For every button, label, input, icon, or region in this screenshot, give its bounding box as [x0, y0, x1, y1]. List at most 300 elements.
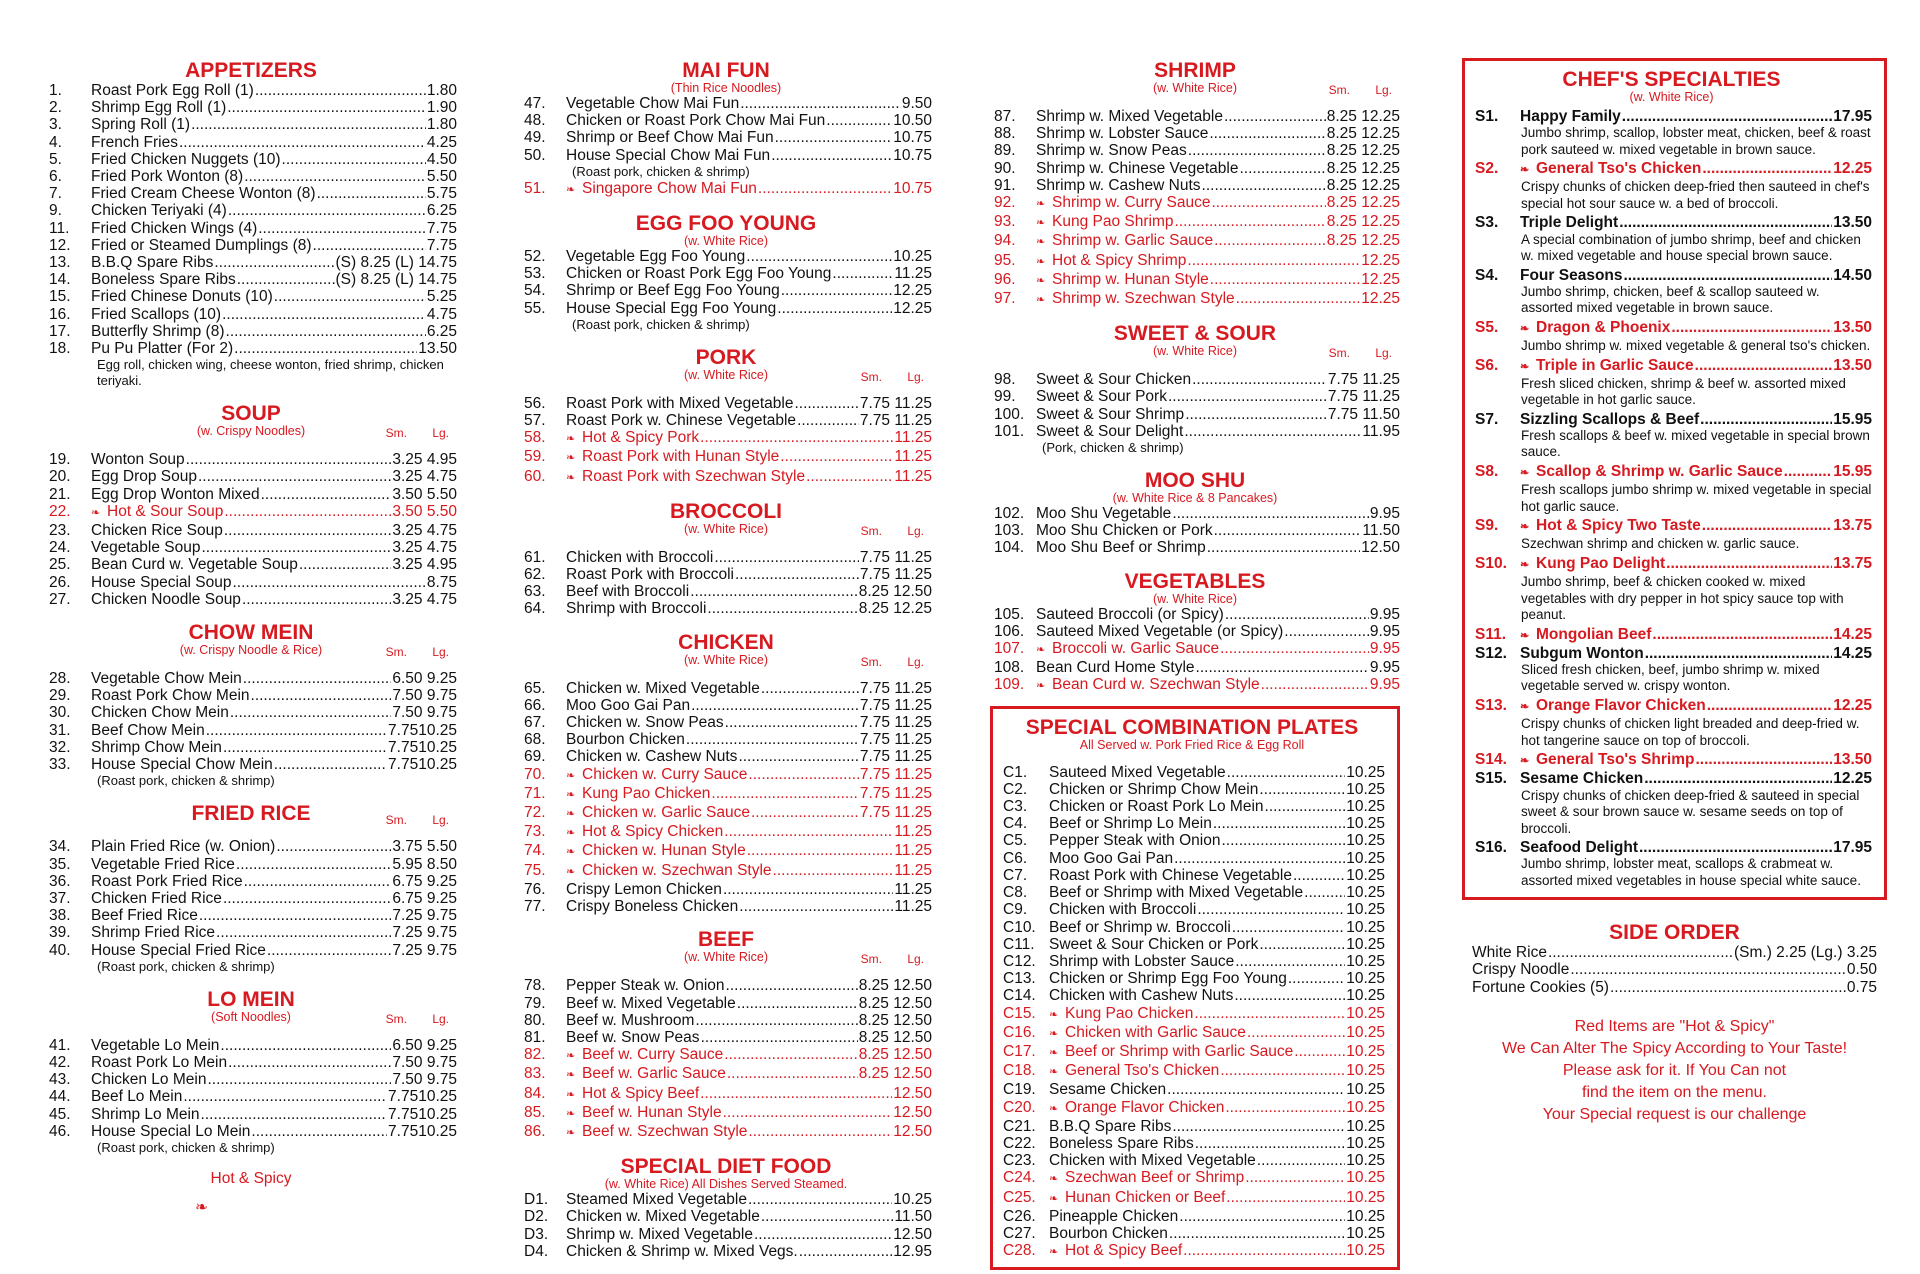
menu-item: [45, 82, 457, 99]
leader-dots: [690, 583, 858, 600]
menu-item: [990, 371, 1400, 388]
leader-dots: [236, 856, 391, 873]
item-price: 14.50: [1833, 266, 1872, 284]
item-number: 18.: [49, 340, 71, 358]
menu-item: [990, 232, 1400, 251]
item-price: 7.25 9.75: [392, 907, 457, 925]
item-number: C7.: [1003, 866, 1028, 884]
item-name: Shrimp Chow Mein: [91, 738, 222, 756]
menu-item: [45, 1071, 457, 1088]
leader-dots: [724, 823, 893, 840]
leader-dots: [1234, 987, 1345, 1004]
leader-dots: [723, 881, 893, 898]
section-note: (Roast pork, chicken & shrimp): [97, 958, 275, 974]
item-number: 29.: [49, 687, 71, 705]
menu-item: [520, 842, 932, 861]
item-name: [566, 804, 750, 823]
item-number: 46.: [49, 1122, 71, 1140]
item-number: 79.: [524, 994, 546, 1012]
item-price: 8.25 12.25: [1326, 213, 1400, 231]
section-subtitle: (Thin Rice Noodles): [670, 81, 782, 95]
menu-item: [45, 237, 457, 254]
section-subtitle: (w. White Rice): [1629, 90, 1714, 104]
item-number: C17.: [1003, 1042, 1036, 1060]
item-name: Moo Goo Gai Pan: [1049, 849, 1174, 867]
section-title: SPECIAL COMBINATION PLATES: [1025, 715, 1359, 739]
menu-item: [520, 1191, 932, 1208]
leader-dots: [761, 1208, 893, 1225]
menu-item: [520, 395, 932, 412]
item-price: 11.25: [894, 467, 932, 485]
hot-pepper-icon: ❧: [566, 452, 576, 465]
item-price: 7.25 9.75: [392, 924, 457, 942]
section-title: CHOW MEIN: [188, 621, 314, 645]
menu-item: [999, 1152, 1385, 1169]
item-number: 96.: [994, 270, 1016, 288]
item-name: Shrimp w. Mixed Vegetable: [1036, 108, 1223, 125]
hot-pepper-icon: ❧: [566, 183, 576, 196]
small-size-label: Sm.: [1328, 83, 1350, 97]
menu-item: [990, 194, 1400, 213]
menu-item: [520, 862, 932, 881]
item-price: 3.75 5.50: [392, 838, 457, 856]
leader-dots: [227, 99, 426, 116]
item-number: 108.: [994, 659, 1025, 677]
menu-item: [1471, 411, 1872, 428]
leader-dots: [737, 995, 858, 1012]
item-name-text: Triple in Garlic Sauce: [1536, 356, 1694, 374]
item-price: 11.25: [894, 880, 932, 898]
item-name: [1520, 626, 1651, 645]
item-price: 7.75: [426, 219, 457, 237]
item-price: 8.25 12.25: [858, 600, 932, 618]
menu-item: [520, 785, 932, 804]
item-price: 8.25 12.50: [858, 977, 932, 995]
item-name: [1049, 1189, 1225, 1208]
item-price: 10.25: [1346, 1062, 1385, 1080]
item-number: C13.: [1003, 970, 1036, 988]
item-name-text: Hot & Spicy Beef: [1065, 1242, 1183, 1260]
item-price: 1.90: [426, 99, 457, 117]
leader-dots: [1624, 267, 1833, 284]
item-price: 7.75 11.25: [859, 548, 932, 566]
item-price: 10.50: [893, 112, 932, 130]
item-number: 22.: [49, 502, 71, 520]
menu-item: [45, 116, 457, 133]
item-price: (S) 8.25 (L) 14.75: [335, 254, 457, 272]
item-name: Shrimp or Beef Egg Foo Young: [566, 282, 780, 300]
item-price: 1.80: [426, 116, 457, 134]
item-name: Fried Chicken Nuggets (10): [91, 150, 281, 168]
item-number: 66.: [524, 696, 546, 714]
menu-item: [520, 977, 932, 994]
menu-item: [520, 823, 932, 842]
item-price: 10.25: [1346, 1242, 1385, 1260]
item-number: 65.: [524, 679, 546, 697]
menu-item: [990, 606, 1400, 623]
item-number: S2.: [1475, 160, 1499, 178]
hot-pepper-icon: ❧: [566, 471, 576, 484]
small-size-label: Sm.: [860, 523, 882, 538]
item-price: 10.75: [893, 129, 932, 147]
leader-dots: [700, 1085, 892, 1102]
menu-section: [45, 60, 457, 389]
item-name-text: Scallop & Shrimp w. Garlic Sauce: [1536, 462, 1783, 480]
item-name: Fried Cream Cheese Wonton (8): [91, 185, 316, 203]
item-name: House Special Soup: [91, 573, 232, 591]
item-price: 7.75 11.25: [1327, 388, 1400, 406]
item-price: 3.25 4.75: [392, 590, 457, 608]
menu-section: [990, 323, 1400, 456]
hot-pepper-icon: ❧: [1049, 1066, 1059, 1079]
hot-pepper-icon: ❧: [1036, 294, 1046, 307]
section-title: CHEF'S SPECIALTIES: [1562, 68, 1781, 91]
item-price: 12.25: [1833, 696, 1872, 714]
item-number: 13.: [49, 254, 71, 272]
leader-dots: [199, 907, 392, 924]
item-name: [566, 862, 772, 881]
menu-item: [990, 271, 1400, 290]
item-number: 101.: [994, 422, 1025, 440]
item-name: French Fries: [91, 133, 178, 151]
item-number: 76.: [524, 880, 546, 898]
menu-item: [520, 248, 932, 265]
item-name: Vegetable Fried Rice: [91, 855, 235, 873]
menu-item: [520, 680, 932, 697]
item-price: 10.25: [1346, 1207, 1385, 1225]
item-number: 28.: [49, 670, 71, 688]
item-price: 5.95 8.50: [392, 855, 457, 873]
leader-dots: [1700, 411, 1832, 428]
item-name: Sweet & Sour Pork: [1036, 388, 1167, 406]
item-description: Jumbo shrimp, lobster meat, scallops & crabmeat w. assorted mixed vegetables in house special white sauce.: [1521, 856, 1861, 888]
menu-item: [999, 1189, 1385, 1208]
section-title: PORK: [695, 345, 757, 369]
menu-item: [520, 1243, 932, 1260]
item-name: Fried Chinese Donuts (10): [91, 288, 273, 306]
item-name-text: Hot & Spicy Pork: [582, 429, 700, 447]
item-number: 49.: [524, 129, 546, 147]
section-subtitle: (w. White Rice): [683, 367, 769, 382]
menu-item: [45, 739, 457, 756]
menu-item: [1471, 214, 1872, 231]
item-price: 7.75 11.25: [859, 412, 932, 430]
hot-pepper-icon: ❧: [1520, 755, 1530, 768]
leader-dots: [1187, 252, 1360, 269]
leader-dots: [1220, 1062, 1345, 1079]
item-name: Boneless Spare Ribs: [1049, 1134, 1194, 1152]
menu-item: [45, 670, 457, 687]
item-name: Chicken w. Snow Peas: [566, 714, 724, 732]
leader-dots: [226, 323, 426, 340]
item-name-text: Hunan Chicken or Beef: [1065, 1188, 1226, 1206]
item-name: Wonton Soup: [91, 451, 185, 469]
item-number: 56.: [524, 394, 546, 412]
menu-item: [999, 1062, 1385, 1081]
item-number: C16.: [1003, 1023, 1036, 1041]
leader-dots: [1548, 944, 1733, 961]
large-size-label: Lg.: [432, 813, 449, 828]
menu-item: [45, 306, 457, 323]
item-name: Chicken Teriyaki (4): [91, 202, 227, 220]
item-number: 2.: [49, 99, 62, 117]
item-number: C23.: [1003, 1152, 1036, 1170]
item-name: Shrimp Egg Roll (1): [91, 99, 227, 117]
item-price: 11.25: [894, 265, 932, 283]
menu-item: [520, 448, 932, 467]
section-subtitle: (Soft Noodles): [211, 1009, 291, 1024]
item-name: Shrimp Lo Mein: [91, 1105, 200, 1123]
menu-item: [45, 1123, 457, 1140]
item-name: [1520, 751, 1694, 770]
menu-section: [520, 929, 932, 1142]
menu-item: [520, 282, 932, 299]
item-number: 16.: [49, 305, 71, 323]
item-price: 7.75 11.25: [859, 714, 932, 732]
menu-item: [520, 549, 932, 566]
item-number: 103.: [994, 522, 1025, 540]
menu-item: [990, 252, 1400, 271]
item-name: House Special Egg Foo Young: [566, 299, 777, 317]
leader-dots: [224, 522, 392, 539]
large-size-label: Lg.: [432, 1011, 449, 1026]
item-number: 38.: [49, 907, 71, 925]
leader-dots: [282, 151, 426, 168]
item-number: 90.: [994, 159, 1016, 177]
item-name: [1520, 555, 1665, 574]
item-number: 35.: [49, 855, 71, 873]
menu-item: [999, 884, 1385, 901]
item-name: Boneless Spare Ribs: [91, 271, 236, 289]
menu-item: [990, 177, 1400, 194]
menu-item: [520, 1123, 932, 1142]
menu-item: [520, 265, 932, 282]
item-name-text: Dragon & Phoenix: [1536, 318, 1671, 336]
item-name: [1520, 697, 1706, 716]
hot-pepper-icon: ❧: [566, 433, 576, 446]
menu-item: [520, 412, 932, 429]
section-title: SPECIAL DIET FOOD: [620, 1155, 832, 1179]
item-price: 10.25: [1346, 918, 1385, 936]
item-price: 11.50: [1362, 522, 1400, 540]
item-name: Crispy Noodle: [1472, 961, 1570, 979]
item-name-text: Shrimp w. Garlic Sauce: [1052, 232, 1214, 250]
item-number: C3.: [1003, 798, 1028, 816]
item-price: 7.75: [426, 236, 457, 254]
section-subtitle: (w. White Rice): [683, 652, 769, 667]
item-name-text: Chicken with Garlic Sauce: [1065, 1023, 1246, 1041]
hot-pepper-icon: ❧: [1520, 700, 1530, 713]
leader-dots: [1175, 213, 1326, 230]
menu-item: [520, 1046, 932, 1065]
leader-dots: [201, 1106, 387, 1123]
item-number: 4.: [49, 133, 62, 151]
item-description: Crispy chunks of chicken deep-fried & sauteed in special sweet & sour brown sauce w. sesame seeds on top of broccoli.: [1521, 787, 1860, 836]
item-number: 106.: [994, 622, 1025, 640]
leader-dots: [230, 704, 392, 721]
leader-dots: [686, 731, 859, 748]
menu-item: [520, 566, 932, 583]
item-number: 44.: [49, 1088, 71, 1106]
menu-item: [999, 1242, 1385, 1261]
item-name: Chicken Noodle Soup: [91, 590, 241, 608]
item-number: 94.: [994, 232, 1016, 250]
item-price: 7.75 11.25: [859, 394, 932, 412]
section-subtitle: (w. Crispy Noodle & Rice): [179, 643, 323, 658]
hot-pepper-icon: ❧: [91, 506, 101, 519]
leader-dots: [1261, 676, 1369, 693]
menu-item: [45, 924, 457, 941]
item-name: Egg Drop Soup: [91, 468, 197, 486]
item-name: Spring Roll (1): [91, 116, 191, 134]
item-number: 105.: [994, 605, 1025, 623]
menu-item: [999, 1118, 1385, 1135]
item-price: 14.25: [1833, 625, 1872, 643]
leader-dots: [758, 180, 892, 197]
item-name: [566, 1046, 723, 1065]
item-name: Chicken & Shrimp w. Mixed Vegs.: [566, 1242, 798, 1260]
item-price: 9.95: [1369, 622, 1400, 640]
item-price: 10.25: [1346, 1117, 1385, 1135]
menu-item: [990, 108, 1400, 125]
menu-item: [45, 522, 457, 539]
section-subtitle: All Served w. Pork Fried Rice & Egg Roll: [1079, 737, 1305, 752]
section-title: SWEET & SOUR: [1113, 322, 1277, 346]
leader-dots: [1622, 108, 1832, 125]
item-price: 7.75 11.25: [859, 566, 932, 584]
large-size-label: Lg.: [907, 369, 924, 384]
section-title: LO MEIN: [207, 987, 295, 1011]
item-name-text: General Tso's Shrimp: [1536, 751, 1695, 769]
item-description: A special combination of jumbo shrimp, beef and chicken w. mixed vegetable and house special brown sauce.: [1521, 231, 1861, 264]
leader-dots: [1167, 1081, 1345, 1098]
item-number: 11.: [49, 219, 70, 237]
leader-dots: [700, 429, 893, 446]
leader-dots: [748, 1123, 892, 1140]
section-note: (Roast pork, chicken & shrimp): [97, 1139, 275, 1155]
menu-item: [999, 832, 1385, 849]
item-name: Chicken with Broccoli: [1049, 901, 1197, 919]
menu-item: [1471, 751, 1872, 770]
item-name: [1036, 676, 1260, 695]
item-number: 39.: [49, 924, 71, 942]
menu-item: [990, 505, 1400, 522]
item-price: 12.25: [1361, 270, 1400, 288]
item-name: Sauteed Mixed Vegetable (or Spicy): [1036, 622, 1284, 640]
menu-item: [1471, 839, 1872, 856]
menu-item: [1471, 319, 1872, 338]
legend-line: Your Special request is our challenge: [1542, 1105, 1807, 1123]
leader-dots: [186, 451, 392, 468]
menu-item: [45, 220, 457, 237]
item-number: C22.: [1003, 1134, 1036, 1152]
item-name: Vegetable Egg Foo Young: [566, 248, 746, 266]
item-name: [566, 842, 746, 861]
menu-item: [45, 556, 457, 573]
leader-dots: [701, 1029, 858, 1046]
menu-item: [520, 995, 932, 1012]
item-name: Sauteed Broccoli (or Spicy): [1036, 605, 1224, 623]
section-subtitle: (w. White Rice): [1152, 81, 1238, 95]
item-name: [1520, 357, 1694, 376]
item-number: 87.: [994, 108, 1016, 125]
hot-pepper-icon: ❧: [1049, 1027, 1059, 1040]
item-number: 55.: [524, 299, 546, 317]
item-name: [566, 785, 710, 804]
hot-pepper-icon: ❧: [1036, 217, 1046, 230]
leader-dots: [1174, 850, 1345, 867]
menu-item: [990, 623, 1400, 640]
item-price: 8.25 12.50: [858, 994, 932, 1012]
leader-dots: [261, 486, 392, 503]
hot-pepper-icon: ❧: [1520, 322, 1530, 335]
item-name: Chicken w. Mixed Vegetable: [566, 1208, 760, 1226]
leader-dots: [1293, 867, 1345, 884]
item-number: S12.: [1475, 644, 1507, 662]
leader-dots: [1220, 640, 1369, 657]
leader-dots: [1294, 1043, 1345, 1060]
item-name-text: Shrimp w. Szechwan Style: [1052, 290, 1235, 308]
hot-pepper-icon: ❧: [1036, 236, 1046, 249]
menu-item: [520, 1226, 932, 1243]
item-number: 58.: [524, 429, 546, 447]
menu-item: [45, 168, 457, 185]
item-price: 11.25: [894, 823, 932, 841]
menu-section: [45, 989, 457, 1156]
item-name: Vegetable Chow Mai Fun: [566, 95, 740, 112]
item-name: House Special Chow Mein: [91, 756, 273, 774]
item-name-text: Hot & Spicy Two Taste: [1536, 517, 1701, 535]
menu-item: [45, 574, 457, 591]
item-number: C25.: [1003, 1188, 1036, 1206]
item-price: 10.25: [1346, 901, 1385, 919]
item-name-text: Hot & Spicy Chicken: [582, 823, 724, 841]
item-number: C14.: [1003, 987, 1036, 1005]
item-price: 13.75: [1833, 517, 1872, 535]
leader-dots: [739, 898, 893, 915]
menu-item: [1471, 645, 1872, 662]
menu-item: [999, 781, 1385, 798]
item-name: Beef or Shrimp with Mixed Vegetable: [1049, 884, 1304, 902]
item-number: C18.: [1003, 1062, 1036, 1080]
item-price: 15.95: [1833, 462, 1872, 480]
item-price: 10.25: [1346, 1098, 1385, 1116]
item-name-text: Beef w. Curry Sauce: [582, 1046, 724, 1064]
item-price: 8.25 12.50: [858, 1011, 932, 1029]
item-price: 7.75 11.25: [859, 765, 932, 783]
item-name: Shrimp with Broccoli: [566, 600, 707, 618]
item-name: Fried Chicken Wings (4): [91, 219, 258, 237]
item-name: Moo Shu Chicken or Pork: [1036, 522, 1213, 540]
leader-dots: [232, 574, 425, 591]
menu-item: [999, 936, 1385, 953]
leader-dots: [1702, 517, 1832, 534]
item-price: 1.80: [426, 82, 457, 99]
item-price: 10.25: [1346, 1004, 1385, 1022]
large-size-label: Lg.: [907, 523, 924, 538]
section-title: APPETIZERS: [185, 59, 317, 82]
hot-pepper-icon: ❧: [566, 1088, 576, 1101]
item-price: 10.25: [893, 248, 932, 266]
item-number: 37.: [49, 889, 71, 907]
menu-item: [1471, 463, 1872, 482]
menu-item: [45, 134, 457, 151]
item-number: S9.: [1475, 517, 1499, 535]
item-number: C11.: [1003, 935, 1035, 953]
small-size-label: Sm.: [860, 952, 882, 967]
leader-dots: [761, 680, 859, 697]
item-name: House Special Fried Rice: [91, 941, 266, 959]
